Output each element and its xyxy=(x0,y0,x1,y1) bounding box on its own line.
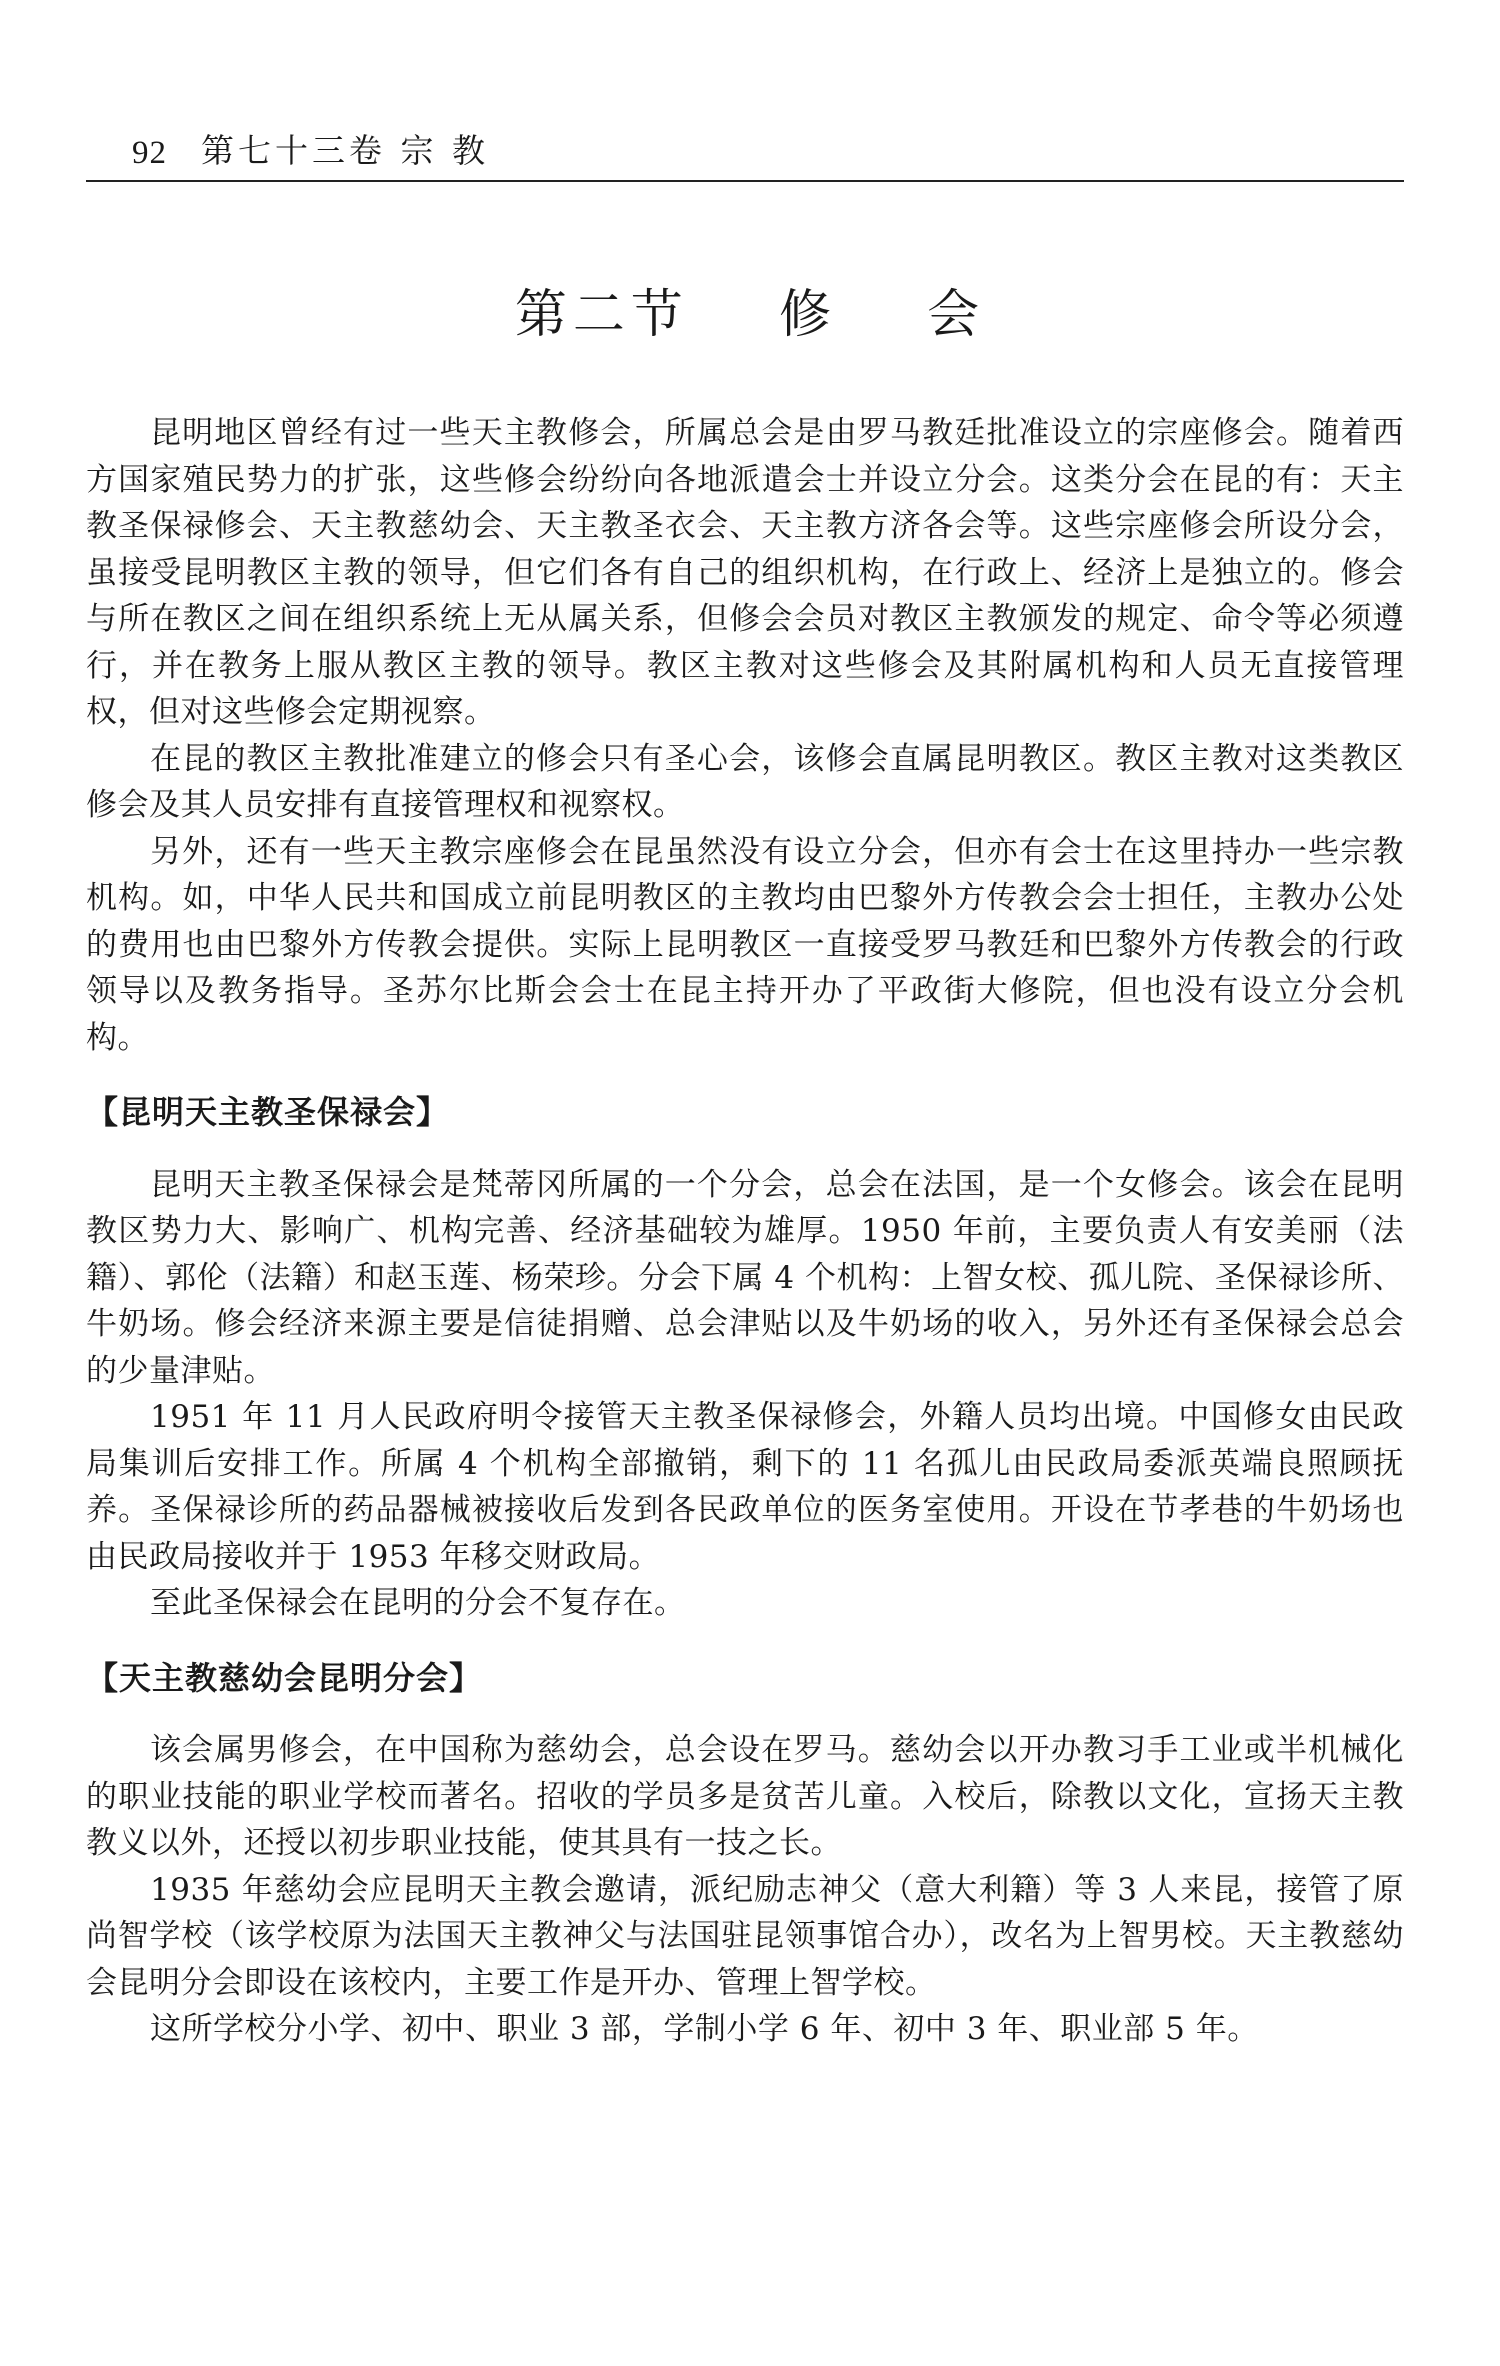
paragraph: 这所学校分小学、初中、职业 3 部，学制小学 6 年、初中 3 年、职业部 5 年。 xyxy=(150,2011,1259,2047)
page-number: 92 xyxy=(132,135,167,171)
paragraph: 1935 年慈幼会应昆明天主教会邀请，派纪励志神父（意大利籍）等 3 人来昆，接管了原尚智学校（该学校原为法国天主教神父与法国驻昆领事馆合办），改名为上智男校。天主教慈幼会昆明分会即设在该校内，主要工作是开办、管理上智学校。 xyxy=(86,1871,1404,2001)
paragraph: 在昆的教区主教批准建立的修会只有圣心会，该修会直属昆明教区。教区主教对这类教区修会及其人员安排有直接管理权和视察权。 xyxy=(86,740,1404,823)
running-header xyxy=(86,128,1404,182)
paragraph: 至此圣保禄会在昆明的分会不复存在。 xyxy=(150,1585,686,1621)
body-text xyxy=(86,410,1404,2053)
header-title: 第七十三卷 宗 教 xyxy=(201,131,489,170)
paragraph: 昆明地区曾经有过一些天主教修会，所属总会是由罗马教廷批准设立的宗座修会。随着西方国家殖民势力的扩张，这些修会纷纷向各地派遣会士并设立分会。这类分会在昆的有：天主教圣保禄修会、天主教慈幼会、天主教圣衣会、天主教方济各会等。这些宗座修会所设分会，虽接受昆明教区主教的领导，但它们各有自己的组织机构，在行政上、经济上是独立的。修会与所在教区之间在组织系统上无从属关系，但修会会员对教区主教颁发的规定、命令等必须遵行，并在教务上服从教区主教的领导。教区主教对这些修会及其附属机构和人员无直接管理权，但对这些修会定期视察。 xyxy=(86,415,1404,730)
paragraph: 该会属男修会，在中国称为慈幼会，总会设在罗马。慈幼会以开办教习手工业或半机械化的职业技能的职业学校而著名。招收的学员多是贫苦儿童。入校后，除教以文化，宣扬天主教教义以外，还授以初步职业技能，使其具有一技之长。 xyxy=(86,1732,1404,1861)
paragraph: 另外，还有一些天主教宗座修会在昆虽然没有设立分会，但亦有会士在这里持办一些宗教机构。如，中华人民共和国成立前昆明教区的主教均由巴黎外方传教会会士担任，主教办公处的费用也由巴黎外方传教会提供。实际上昆明教区一直接受罗马教廷和巴黎外方传教会的行政领导以及教务指导。圣苏尔比斯会会士在昆主持开办了平政街大修院，但也没有设立分会机构。 xyxy=(86,833,1404,1056)
subsection-heading: 【昆明天主教圣保禄会】 xyxy=(86,1093,450,1131)
subsection-heading: 【天主教慈幼会昆明分会】 xyxy=(86,1658,483,1697)
paragraph: 昆明天主教圣保禄会是梵蒂冈所属的一个分会，总会在法国，是一个女修会。该会在昆明教区势力大、影响广、机构完善、经济基础较为雄厚。1950 年前，主要负责人有安美丽（法籍）、郭伦（法籍）和赵玉莲、杨荣珍。分会下属 4 个机构：上智女校、孤儿院、圣保禄诊所、牛奶场。修会经济来源主要是信徒捐赠、总会津贴以及牛奶场的收入，另外还有圣保禄会总会的少量津贴。 xyxy=(86,1166,1404,1389)
section-title: 第二节 修 会 xyxy=(514,285,986,345)
paragraph: 1951 年 11 月人民政府明令接管天主教圣保禄修会，外籍人员均出境。中国修女由民政局集训后安排工作。所属 4 个机构全部撤销，剩下的 11 名孤儿由民政局委派英端良照顾抚养。圣保禄诊所的药品器械被接收后发到各民政单位的医务室使用。开设在节孝巷的牛奶场也由民政局接收并于 1953 年移交财政局。 xyxy=(86,1399,1404,1575)
